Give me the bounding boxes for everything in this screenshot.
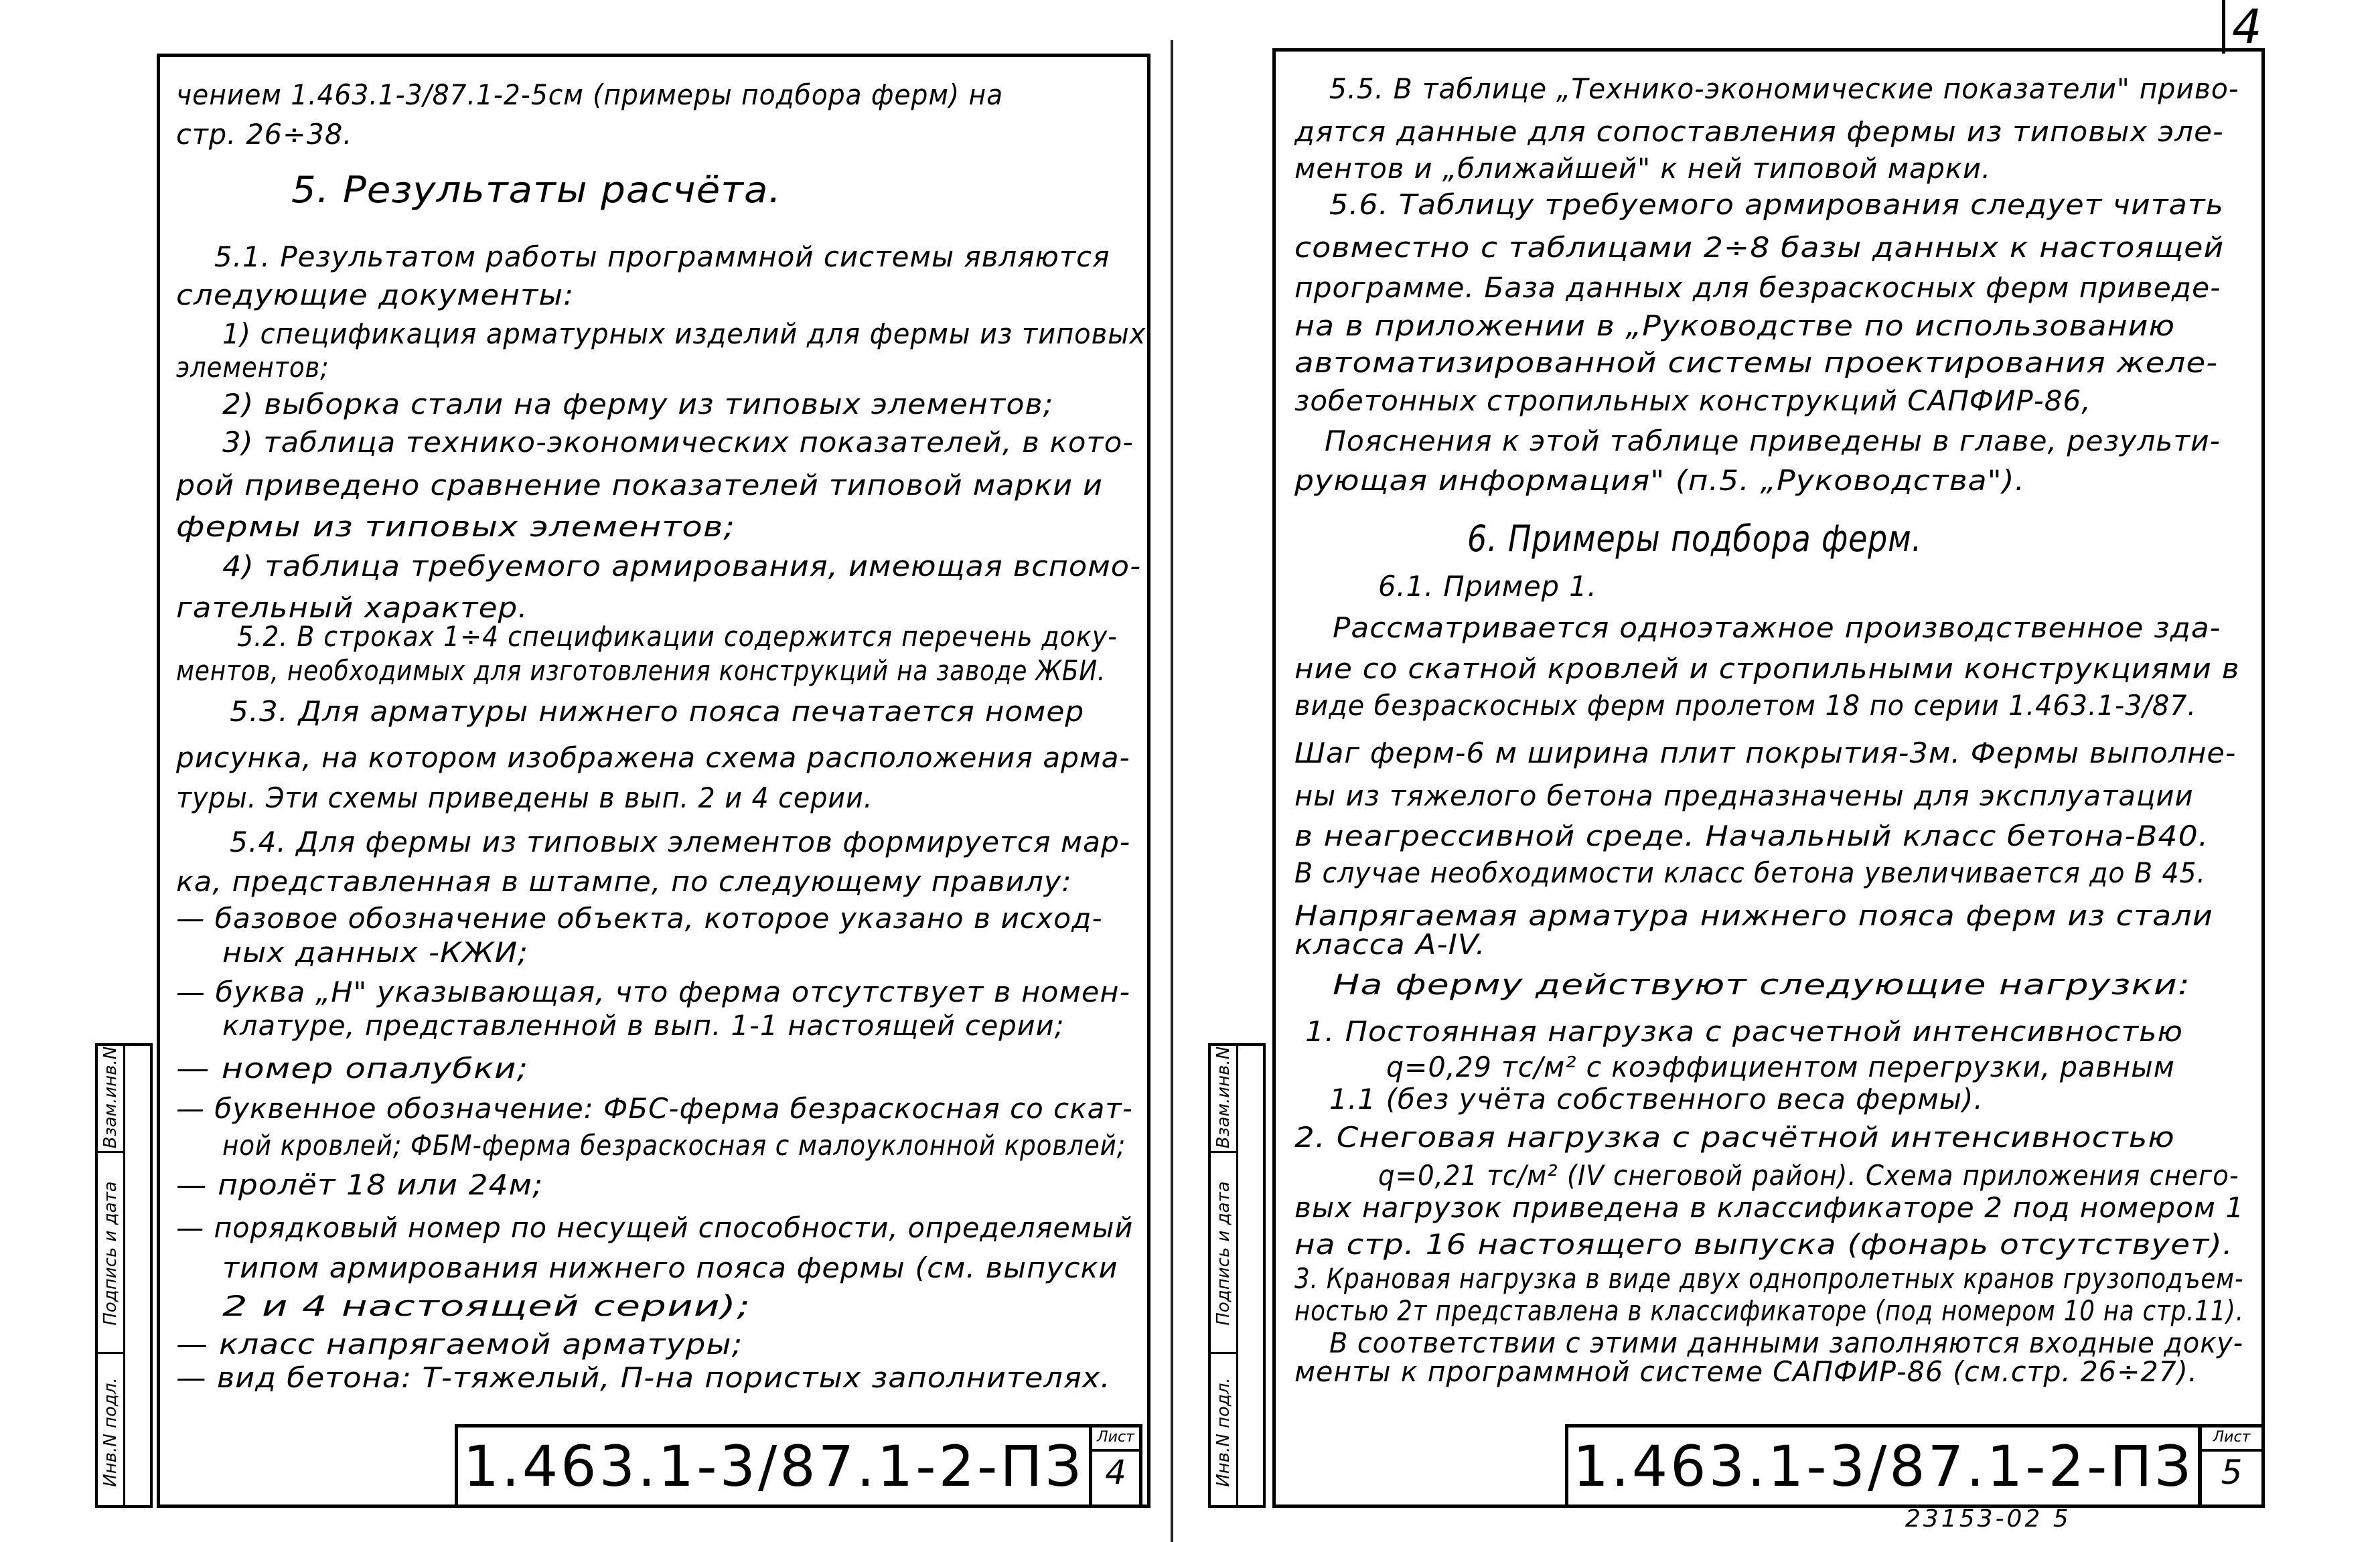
text-line: 2 и 4 настоящей серии); xyxy=(222,1289,751,1322)
text-line: виде безраскосных ферм пролетом 18 по серии 1.463.1-3/87. xyxy=(1294,689,2197,722)
sheet-number: 4 xyxy=(1105,1453,1126,1492)
text-line: 4) таблица требуемого армирования, имеющая вспомо- xyxy=(222,550,1141,583)
text-line: Шаг ферм-6 м ширина плит покрытия-3м. Фермы выполне- xyxy=(1294,737,2236,770)
text-line: ментов и „ближайшей" к ней типовой марки. xyxy=(1294,151,1991,185)
left-sheet-box xyxy=(1089,1424,1142,1508)
text-line: ной кровлей; ФБМ-ферма безраскосная с малоуклонной кровлей; xyxy=(222,1128,1126,1162)
sign-date-label: Подпись и дата xyxy=(100,1181,121,1326)
text-line: 1. Постоянная нагрузка с расчетной интенсивностью xyxy=(1305,1015,2183,1049)
corner-page-number: 4 xyxy=(2222,0,2262,54)
text-line: 5.5. В таблице „Технико-экономические показатели" приво- xyxy=(1329,72,2239,105)
text-line: ка, представленная в штампе, по следующему правилу: xyxy=(176,865,1072,899)
text-line: рующая информация" (п.5. „Руководства"). xyxy=(1294,464,2025,497)
text-line: 3) таблица технико-экономических показателей, в кото- xyxy=(222,425,1134,459)
section-heading: 6. Примеры подбора ферм. xyxy=(1467,518,1923,560)
text-line: На ферму действуют следующие нагрузки: xyxy=(1332,968,2191,1001)
replace-inv-label: Взам.инв.N xyxy=(100,1046,121,1149)
text-line: зобетонных стропильных конструкций САПФИР-86, xyxy=(1294,384,2091,418)
sheet-label: Лист xyxy=(2202,1429,2261,1452)
text-line: 1) спецификация арматурных изделий для фермы из типовых xyxy=(222,317,1146,350)
text-line: 5.6. Таблицу требуемого армирования следует читать xyxy=(1329,188,2224,222)
section-heading: 5. Результаты расчёта. xyxy=(291,168,782,211)
document-code: 1.463.1-3/87.1-2-ПЗ xyxy=(1572,1433,2194,1499)
side-stamp-values xyxy=(125,1046,151,1505)
text-line: — пролёт 18 или 24м; xyxy=(176,1168,544,1202)
text-line: — базовое обозначение объекта, которое указано в исход- xyxy=(176,902,1103,935)
text-line: программе. База данных для безраскосных ферм приведе- xyxy=(1294,271,2221,304)
page-fold-line xyxy=(1171,40,1173,1542)
inv-orig-label: Инв.N подл. xyxy=(1213,1377,1234,1487)
side-stamp-labels xyxy=(1211,1046,1238,1505)
text-line: В случае необходимости класс бетона увеличивается до В 45. xyxy=(1294,856,2206,889)
text-line: 5.4. Для фермы из типовых элементов формируется мар- xyxy=(230,825,1131,858)
text-line: 2) выборка стали на ферму из типовых элементов; xyxy=(222,387,1053,420)
right-sheet-box xyxy=(2199,1424,2265,1508)
text-line: фермы из типовых элементов; xyxy=(176,510,736,543)
text-line: 5.3. Для арматуры нижнего пояса печатается номер xyxy=(230,695,1085,728)
text-line: рисунка, на котором изображена схема расположения арма- xyxy=(176,741,1130,775)
text-line: ностью 2т представлена в классификаторе (под номером 10 на стр.11). xyxy=(1294,1294,2244,1327)
sheet-label: Лист xyxy=(1092,1429,1139,1452)
text-line: Рассматривается одноэтажное производственное зда- xyxy=(1332,611,2221,644)
text-line: — буква „Н" указывающая, что ферма отсутствует в номен- xyxy=(176,975,1131,1008)
text-line: типом армирования нижнего пояса фермы (см. выпуски xyxy=(222,1251,1118,1284)
text-line: Напрягаемая арматура нижнего пояса ферм из стали xyxy=(1294,899,2213,932)
replace-inv-label: Взам.инв.N xyxy=(1213,1046,1234,1149)
text-line: менты к программной системе САПФИР-86 (см.стр. 26÷27). xyxy=(1294,1355,2198,1389)
text-line: совместно с таблицами 2÷8 базы данных к настоящей xyxy=(1294,231,2224,264)
left-side-stamp xyxy=(95,1043,153,1508)
text-line: 6.1. Пример 1. xyxy=(1378,569,1597,603)
text-line: автоматизированной системы проектирования желе- xyxy=(1294,346,2218,380)
text-line: 2. Снеговая нагрузка с расчётной интенсивностью xyxy=(1294,1121,2175,1154)
text-line: стр. 26÷38. xyxy=(176,118,353,151)
sheet-number: 5 xyxy=(2221,1453,2243,1492)
archive-number: 23153-02 5 xyxy=(1905,1505,2071,1533)
side-stamp-labels xyxy=(98,1046,125,1505)
text-line: Пояснения к этой таблице приведены в главе, результи- xyxy=(1325,424,2221,457)
text-line: клатуре, представленной в вып. 1-1 настоящей серии; xyxy=(222,1009,1065,1043)
text-line: — номер опалубки; xyxy=(176,1052,529,1085)
text-line: в неагрессивной среде. Начальный класс бетона-В40. xyxy=(1294,819,2209,852)
document-code: 1.463.1-3/87.1-2-ПЗ xyxy=(463,1433,1084,1499)
text-line: 5.2. В строках 1÷4 спецификации содержится перечень доку- xyxy=(237,620,1118,653)
text-line: на стр. 16 настоящего выпуска (фонарь отсутствует). xyxy=(1294,1228,2233,1261)
text-line: вых нагрузок приведена в классификаторе 2 под номером 1 xyxy=(1294,1191,2244,1225)
inv-orig-label: Инв.N подл. xyxy=(100,1377,121,1487)
text-line: чением 1.463.1-3/87.1-2-5см (примеры подбора ферм) на xyxy=(176,78,1004,111)
text-line: — вид бетона: Т-тяжелый, П-на пористых заполнителях. xyxy=(176,1361,1111,1395)
text-line: ментов, необходимых для изготовления конструкций на заводе ЖБИ. xyxy=(176,653,1106,687)
text-line: ных данных -КЖИ; xyxy=(222,935,528,969)
text-line: ны из тяжелого бетона предназначены для эксплуатации xyxy=(1294,779,2194,813)
text-line: — класс напрягаемой арматуры; xyxy=(176,1327,743,1361)
right-title-block xyxy=(1565,1424,2201,1508)
left-title-block xyxy=(455,1424,1092,1508)
text-line: гательный характер. xyxy=(176,591,528,624)
text-line: ние со скатной кровлей и стропильными конструкциями в xyxy=(1294,652,2240,686)
text-line: следующие документы: xyxy=(176,279,575,312)
text-line: 5.1. Результатом работы программной системы являются xyxy=(214,240,1110,274)
text-line: 1.1 (без учёта собственного веса фермы). xyxy=(1329,1083,1984,1116)
text-line: В соответствии с этими данными заполняются входные доку- xyxy=(1329,1326,2244,1359)
text-line: — буквенное обозначение: ФБС-ферма безраскосная со скат- xyxy=(176,1091,1133,1125)
text-line: рой приведено сравнение показателей типовой марки и xyxy=(176,468,1103,502)
right-side-stamp xyxy=(1208,1043,1266,1508)
text-line: туры. Эти схемы приведены в вып. 2 и 4 серии. xyxy=(176,781,873,814)
text-line: — порядковый номер по несущей способности, определяемый xyxy=(176,1211,1134,1245)
text-line: 3. Крановая нагрузка в виде двух однопролетных кранов грузоподъем- xyxy=(1294,1261,2244,1295)
text-line: класса А-IV. xyxy=(1294,928,1486,961)
side-stamp-values xyxy=(1238,1046,1264,1505)
text-line: на в приложении в „Руководстве по использованию xyxy=(1294,309,2175,343)
text-line: дятся данные для сопоставления фермы из типовых эле- xyxy=(1294,114,2224,148)
text-line: элементов; xyxy=(176,350,329,384)
text-line: q=0,29 тс/м² с коэффициентом перегрузки, равным xyxy=(1386,1051,2175,1084)
sign-date-label: Подпись и дата xyxy=(1213,1181,1234,1326)
text-line: q=0,21 тс/м² (IV снеговой район). Схема приложения снего- xyxy=(1378,1159,2240,1192)
